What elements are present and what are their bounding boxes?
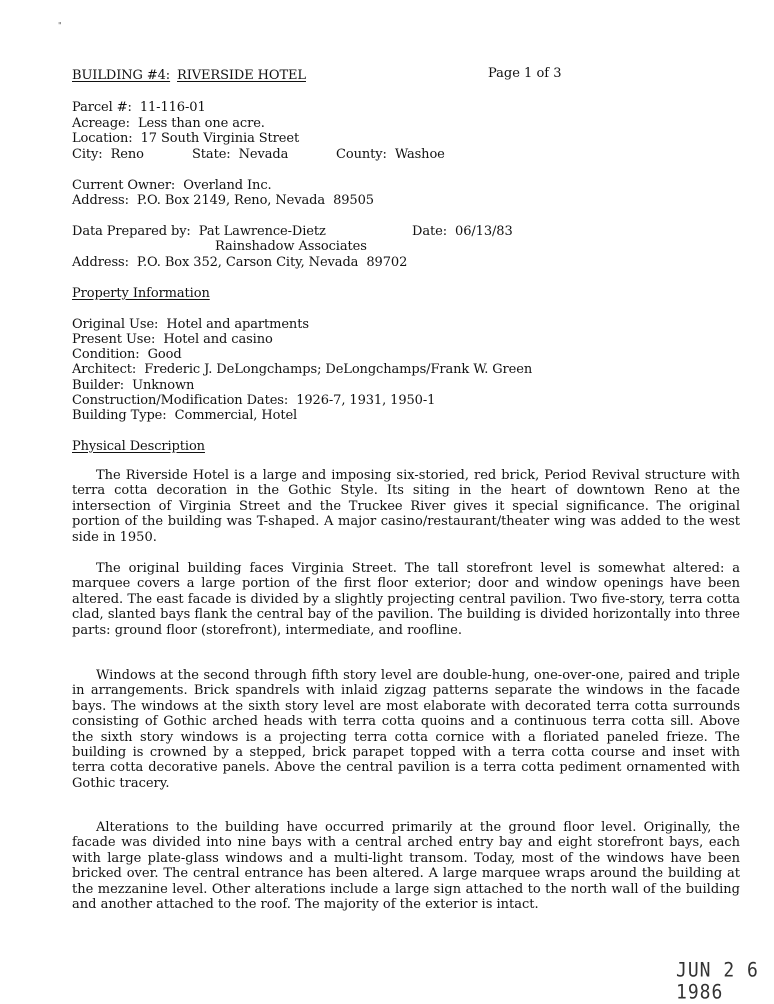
prepared-by: Data Prepared by: Pat Lawrence-Dietz <box>72 224 326 239</box>
corner-mark: " <box>58 21 62 30</box>
building-type: Building Type: Commercial, Hotel <box>72 408 298 423</box>
description-paragraph: The Riverside Hotel is a large and imposing six-storied, red brick, Period Revival structure with terra cotta decoration in the Gothic Style. Its siting in the heart of downtown Reno at the intersection of Virginia Street and the Truckee River gives it special significance. The original portion of the building was T-shaped. A major casino/restaurant/theater wing was added to the west side in 1950. <box>72 468 740 545</box>
architect: Architect: Frederic J. DeLongchamps; DeLongchamps/Frank W. Green <box>72 362 533 377</box>
state: State: Nevada <box>192 147 289 162</box>
description-paragraph: Alterations to the building have occurred primarily at the ground floor level. Originally, the facade was divided into nine bays with a central arched entry bay and eight storefront bays, each with large plate-glass windows and a multi-light transom. Today, most of the windows have been bricked over. The central entrance has been altered. A large marquee wraps around the building at the mezzanine level. Other alterations include a large sign attached to the north wall of the building and another attached to the roof. The majority of the exterior is intact. <box>72 820 740 913</box>
county: County: Washoe <box>336 147 445 162</box>
prepared-organization: Rainshadow Associates <box>215 239 367 254</box>
city: City: Reno <box>72 147 144 162</box>
original-use: Original Use: Hotel and apartments <box>72 317 309 332</box>
building-name: RIVERSIDE HOTEL <box>177 68 306 83</box>
construction-dates: Construction/Modification Dates: 1926-7, 1931, 1950-1 <box>72 393 436 408</box>
condition: Condition: Good <box>72 347 182 362</box>
building-label: BUILDING #4: <box>72 68 171 83</box>
owner-address: Address: P.O. Box 2149, Reno, Nevada 89505 <box>72 193 374 208</box>
acreage: Acreage: Less than one acre. <box>72 116 265 131</box>
current-owner: Current Owner: Overland Inc. <box>72 178 272 193</box>
preparer-address: Address: P.O. Box 352, Carson City, Nevada 89702 <box>72 255 408 270</box>
description-paragraph: Windows at the second through fifth story level are double-hung, one-over-one, paired and triple in arrangements. Brick spandrels with inlaid zigzag patterns separate the windows in the facade bays. The windows at the sixth story level are most elaborate with decorated terra cotta surrounds consisting of Gothic arched heads with terra cotta quoins and a continuous terra cotta sill. Above the sixth story windows is a projecting terra cotta cornice with a floriated paneled frieze. The building is crowned by a stepped, brick parapet topped with a terra cotta course and inset with terra cotta decorative panels. Above the central pavilion is a terra cotta pediment ornamented with Gothic tracery. <box>72 668 740 791</box>
received-date-stamp: JUN 2 6 1986 <box>676 958 759 1004</box>
physical-description-heading: Physical Description <box>72 439 205 454</box>
builder: Builder: Unknown <box>72 378 195 393</box>
property-information-heading: Property Information <box>72 286 210 301</box>
parcel-number: Parcel #: 11-116-01 <box>72 100 206 115</box>
present-use: Present Use: Hotel and casino <box>72 332 273 347</box>
location-address: Location: 17 South Virginia Street <box>72 131 300 146</box>
description-paragraph: The original building faces Virginia Street. The tall storefront level is somewhat altered: a marquee covers a large portion of the first floor exterior; door and window openings have been altered. The east facade is divided by a slightly projecting central pavilion. Two five-story, terra cotta clad, slanted bays flank the central bay of the pavilion. The building is divided horizontally into three parts: ground floor (storefront), intermediate, and roofline. <box>72 561 740 638</box>
prepared-date: Date: 06/13/83 <box>412 224 513 239</box>
page-number: Page 1 of 3 <box>488 66 562 81</box>
